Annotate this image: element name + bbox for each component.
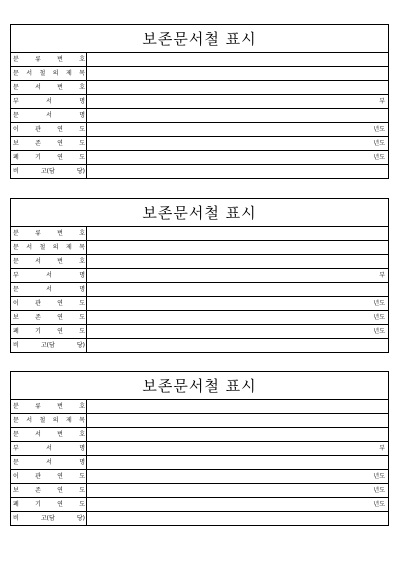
field-label: [11, 137, 87, 150]
label-char: 명: [79, 112, 85, 119]
label-char: 제: [65, 417, 72, 424]
label-char: 연: [57, 501, 63, 508]
label-char: 의: [52, 417, 59, 424]
field-row: [11, 325, 388, 339]
field-value[interactable]: [87, 81, 388, 94]
label-char: 부: [13, 98, 19, 105]
label-char: 연: [57, 140, 63, 147]
field-value[interactable]: 년도: [373, 154, 385, 161]
label-char: 연: [57, 154, 63, 161]
field-row: [11, 442, 388, 456]
field-value[interactable]: [87, 339, 388, 352]
label-char: 고(담: [40, 168, 55, 175]
field-label: [11, 512, 87, 525]
label-char: 서: [46, 445, 52, 452]
label-char: 기: [35, 154, 41, 161]
label-char: 서: [46, 112, 52, 119]
field-value[interactable]: 부: [379, 445, 385, 452]
field-value[interactable]: [87, 400, 388, 413]
label-char: 부: [13, 445, 19, 452]
label-char: 관: [35, 473, 41, 480]
field-label: [11, 255, 87, 268]
field-row: [11, 414, 388, 428]
label-char: 도: [79, 314, 85, 321]
label-char: 도: [79, 501, 85, 508]
label-char: 기: [35, 328, 41, 335]
field-label: [11, 53, 87, 66]
label-char: 문: [13, 84, 19, 91]
label-char: 철: [39, 244, 46, 251]
label-char: 호: [79, 56, 85, 63]
field-label: [11, 297, 87, 310]
label-char: 제: [65, 70, 72, 77]
label-char: 도: [79, 300, 85, 307]
field-label: [11, 227, 87, 240]
field-value[interactable]: 년도: [373, 473, 385, 480]
field-label: [11, 498, 87, 511]
label-char: 비: [13, 168, 19, 175]
label-char: 번: [57, 56, 63, 63]
label-char: 연: [57, 328, 63, 335]
label-char: 비: [13, 515, 19, 522]
field-label: [11, 414, 87, 427]
field-row: [11, 151, 388, 165]
label-char: 관: [35, 300, 41, 307]
label-char: 호: [79, 431, 85, 438]
field-value[interactable]: [87, 67, 388, 80]
label-char: 번: [57, 84, 63, 91]
field-row: [11, 297, 388, 311]
field-value[interactable]: 년도: [373, 487, 385, 494]
field-row: [11, 67, 388, 81]
label-char: 분: [13, 403, 19, 410]
label-char: 서: [46, 286, 52, 293]
field-row: [11, 470, 388, 484]
field-row: [11, 498, 388, 512]
field-label: [11, 67, 87, 80]
label-char: 문: [13, 417, 19, 424]
field-row: [11, 81, 388, 95]
label-char: 명: [79, 459, 85, 466]
label-char: 연: [57, 487, 63, 494]
label-char: 호: [79, 230, 85, 237]
label-char: 서: [26, 244, 33, 251]
label-char: 문: [13, 70, 19, 77]
label-char: 이: [13, 300, 19, 307]
label-char: 고(담: [40, 342, 55, 349]
field-row: [11, 339, 388, 352]
label-char: 존: [35, 487, 41, 494]
label-char: 목: [79, 417, 85, 424]
field-value[interactable]: [87, 53, 388, 66]
label-char: 서: [35, 84, 41, 91]
field-label: [11, 311, 87, 324]
field-label: [11, 269, 87, 282]
label-char: 연: [57, 126, 63, 133]
field-value[interactable]: [87, 283, 388, 296]
label-char: 도: [79, 140, 85, 147]
field-label: [11, 241, 87, 254]
label-char: 명: [79, 445, 85, 452]
label-char: 도: [79, 154, 85, 161]
field-label: [11, 123, 87, 136]
label-char: 문: [13, 112, 19, 119]
field-row: [11, 269, 388, 283]
field-label: [11, 325, 87, 338]
field-row: [11, 456, 388, 470]
field-label: [11, 442, 87, 455]
label-char: 서: [26, 417, 33, 424]
field-row: [11, 109, 388, 123]
field-row: [11, 241, 388, 255]
label-char: 도: [79, 126, 85, 133]
label-char: 철: [39, 417, 46, 424]
label-char: 당): [76, 515, 85, 522]
label-char: 부: [13, 272, 19, 279]
label-char: 호: [79, 258, 85, 265]
label-char: 명: [79, 272, 85, 279]
field-label: [11, 339, 87, 352]
label-char: 번: [57, 431, 63, 438]
label-char: 이: [13, 126, 19, 133]
label-char: 의: [52, 70, 59, 77]
label-char: 서: [46, 272, 52, 279]
label-char: 서: [35, 431, 41, 438]
label-char: 호: [79, 84, 85, 91]
field-label: [11, 95, 87, 108]
label-char: 문: [13, 244, 19, 251]
field-value[interactable]: [87, 428, 388, 441]
label-char: 연: [57, 473, 63, 480]
label-char: 도: [79, 328, 85, 335]
field-label: [11, 109, 87, 122]
field-value[interactable]: 년도: [373, 300, 385, 307]
label-char: 문: [13, 459, 19, 466]
label-char: 연: [57, 314, 63, 321]
field-row: [11, 95, 388, 109]
field-value[interactable]: 년도: [373, 314, 385, 321]
label-char: 존: [35, 140, 41, 147]
field-value[interactable]: 부: [379, 98, 385, 105]
label-char: 폐: [13, 501, 19, 508]
field-value[interactable]: 년도: [373, 140, 385, 147]
field-label: [11, 151, 87, 164]
label-char: 분: [13, 56, 19, 63]
field-row: [11, 311, 388, 325]
field-value[interactable]: 부: [379, 272, 385, 279]
label-char: 서: [35, 258, 41, 265]
field-value[interactable]: [87, 512, 388, 525]
field-row: [11, 428, 388, 442]
archive-label-card: [10, 24, 389, 179]
field-value[interactable]: [87, 227, 388, 240]
card-title: 보존문서철 표시: [11, 199, 388, 227]
field-row: [11, 53, 388, 67]
label-char: 당): [76, 342, 85, 349]
label-char: 의: [52, 244, 59, 251]
label-char: 번: [57, 403, 63, 410]
label-char: 보: [13, 314, 19, 321]
field-label: [11, 484, 87, 497]
field-value[interactable]: 년도: [373, 328, 385, 335]
label-char: 번: [57, 230, 63, 237]
card-title: 보존문서철 표시: [11, 25, 388, 53]
field-row: [11, 137, 388, 151]
label-char: 도: [79, 487, 85, 494]
field-label: [11, 81, 87, 94]
label-char: 보: [13, 140, 19, 147]
field-value[interactable]: [87, 241, 388, 254]
label-char: 명: [79, 98, 85, 105]
field-row: [11, 255, 388, 269]
field-value[interactable]: [87, 456, 388, 469]
label-char: 철: [39, 70, 46, 77]
label-char: 명: [79, 286, 85, 293]
label-char: 문: [13, 286, 19, 293]
label-char: 분: [13, 230, 19, 237]
field-value[interactable]: [87, 109, 388, 122]
field-label: [11, 165, 87, 178]
label-char: 관: [35, 126, 41, 133]
archive-label-card: [10, 371, 389, 526]
label-char: 기: [35, 501, 41, 508]
label-char: 서: [26, 70, 33, 77]
field-row: [11, 400, 388, 414]
label-char: 도: [79, 473, 85, 480]
label-char: 이: [13, 473, 19, 480]
label-char: 문: [13, 258, 19, 265]
field-label: [11, 400, 87, 413]
label-char: 서: [46, 98, 52, 105]
field-value[interactable]: [87, 165, 388, 178]
card-title: 보존문서철 표시: [11, 372, 388, 400]
label-char: 서: [46, 459, 52, 466]
label-char: 문: [13, 431, 19, 438]
field-row: [11, 123, 388, 137]
field-value[interactable]: 년도: [373, 126, 385, 133]
field-label: [11, 428, 87, 441]
field-value[interactable]: [87, 255, 388, 268]
label-char: 류: [35, 56, 41, 63]
field-row: [11, 165, 388, 178]
label-char: 호: [79, 403, 85, 410]
field-row: [11, 227, 388, 241]
field-value[interactable]: [87, 414, 388, 427]
label-char: 폐: [13, 328, 19, 335]
label-char: 류: [35, 403, 41, 410]
field-label: [11, 470, 87, 483]
label-char: 번: [57, 258, 63, 265]
label-char: 연: [57, 300, 63, 307]
field-row: [11, 484, 388, 498]
label-char: 비: [13, 342, 19, 349]
label-char: 당): [76, 168, 85, 175]
field-row: [11, 283, 388, 297]
field-row: [11, 512, 388, 525]
field-label: [11, 456, 87, 469]
label-char: 고(담: [40, 515, 55, 522]
archive-label-card: [10, 198, 389, 353]
label-char: 존: [35, 314, 41, 321]
label-char: 목: [79, 244, 85, 251]
field-value[interactable]: 년도: [373, 501, 385, 508]
label-char: 제: [65, 244, 72, 251]
field-label: [11, 283, 87, 296]
label-char: 보: [13, 487, 19, 494]
label-char: 목: [79, 70, 85, 77]
label-char: 류: [35, 230, 41, 237]
label-char: 폐: [13, 154, 19, 161]
